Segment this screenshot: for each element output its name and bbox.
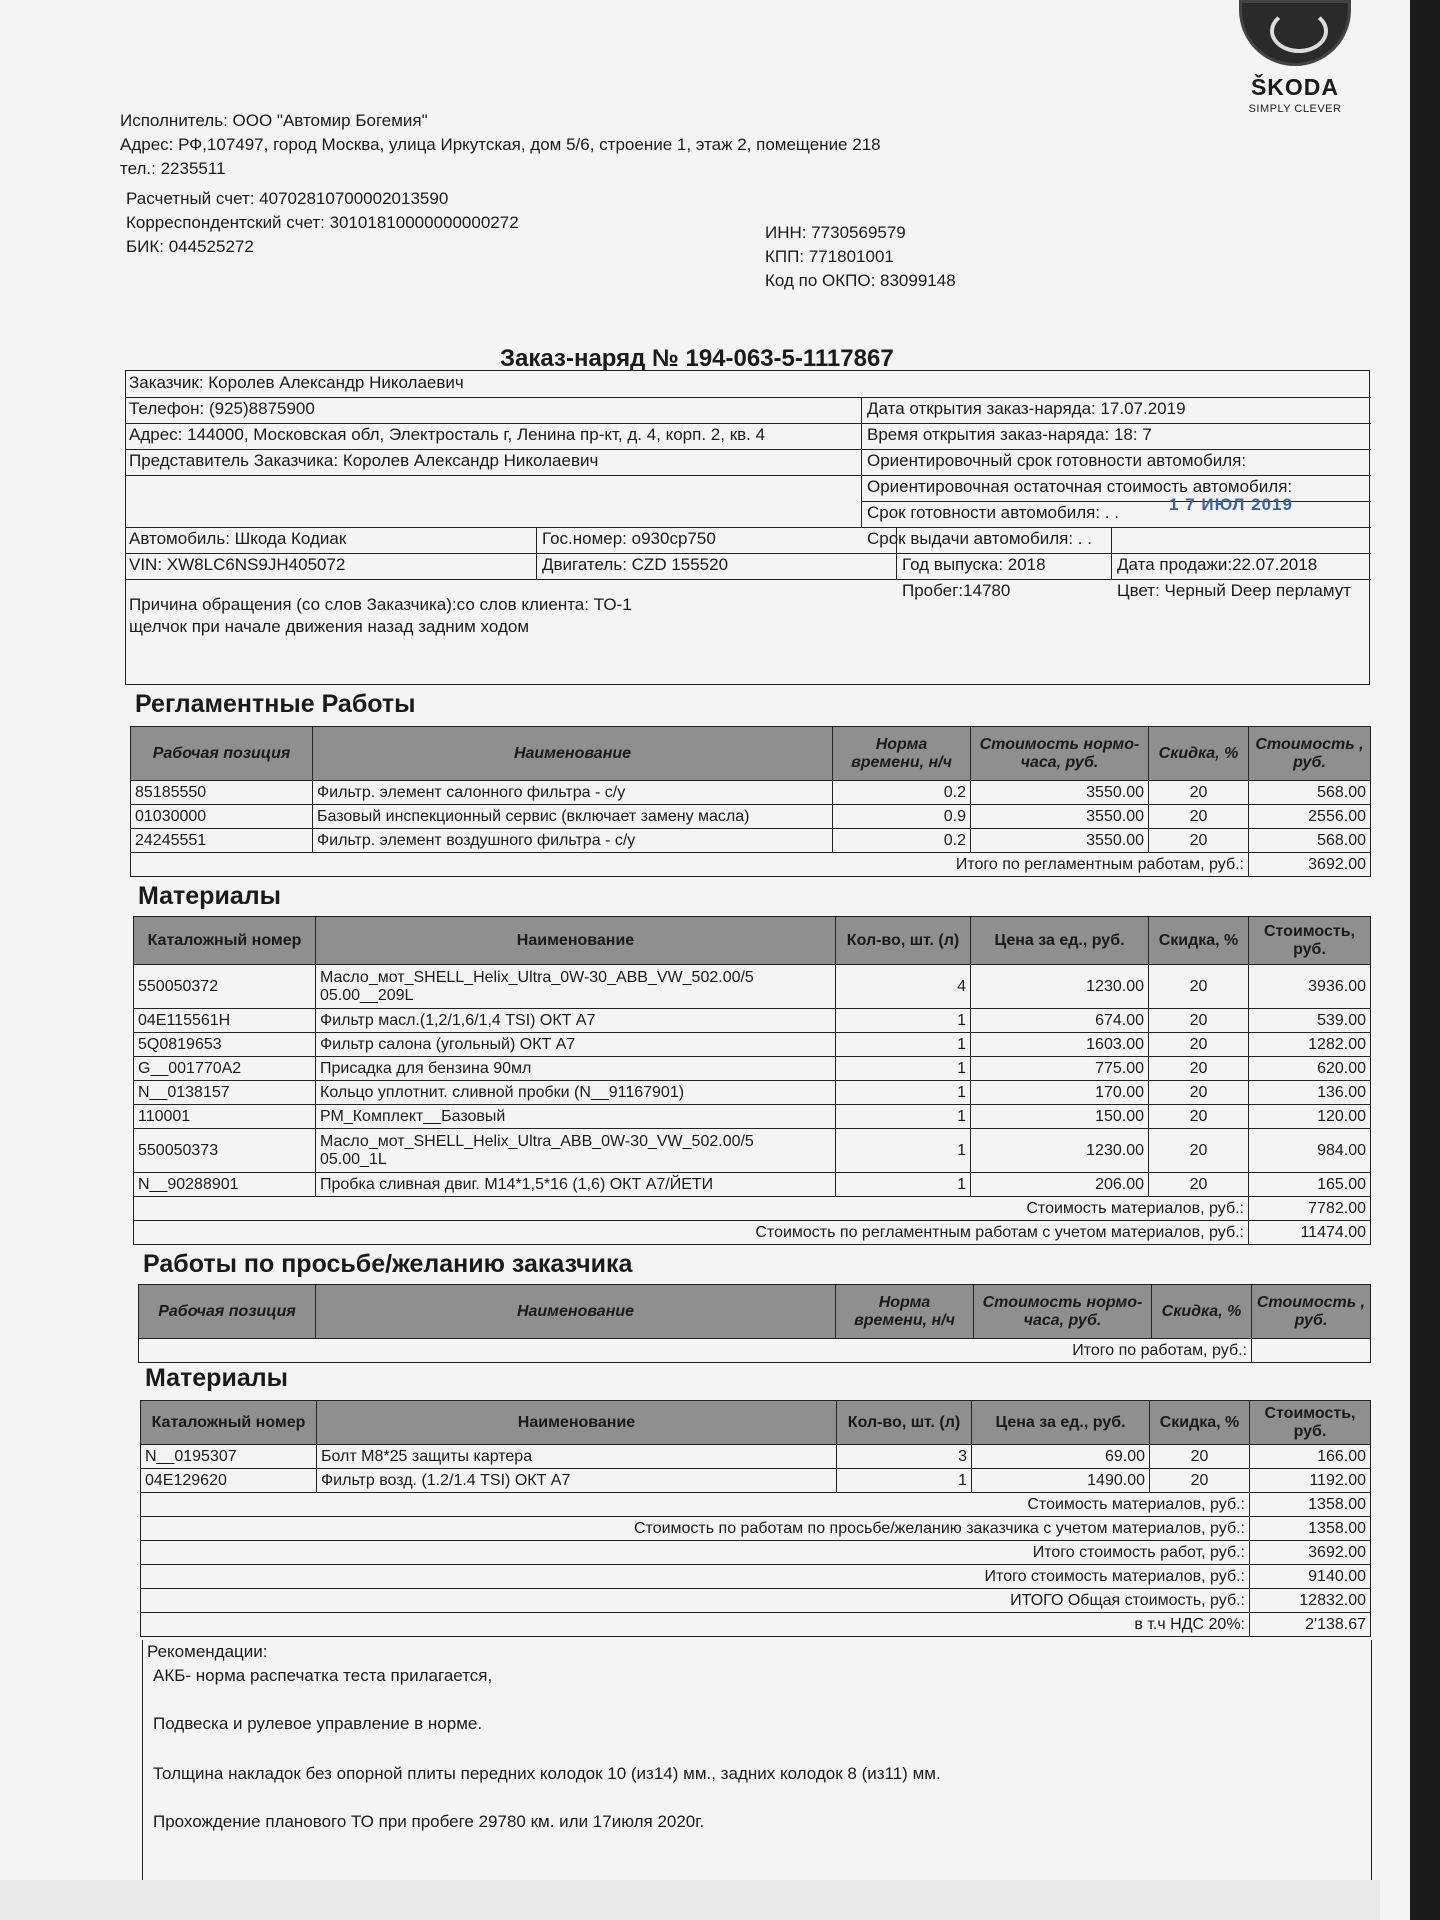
material-code: 5Q0819653 — [134, 1033, 316, 1057]
header-rate: Стоимость нормо-часа, руб. — [974, 1285, 1152, 1339]
work-name: Фильтр. элемент воздушного фильтра - с/у — [313, 829, 833, 853]
material-code: N__0138157 — [134, 1081, 316, 1105]
header-name: Наименование — [313, 727, 833, 781]
material-cost: 1192.00 — [1250, 1469, 1371, 1493]
summary-label: Стоимость по работам по просьбе/желанию заказчика с учетом материалов, руб.: — [141, 1517, 1250, 1541]
executor-okpo: Код по ОКПО: 83099148 — [765, 271, 956, 290]
works-total-value: 3692.00 — [1249, 853, 1371, 877]
table-row — [141, 1445, 1371, 1469]
material-code: 550050373 — [134, 1129, 316, 1173]
ready-date-stamp: 1 7 ИЮЛ 2019 — [1169, 495, 1293, 514]
summary-label: Итого стоимость материалов, руб.: — [141, 1565, 1250, 1589]
material-price: 1490.00 — [972, 1469, 1150, 1493]
material-cost: 984.00 — [1249, 1129, 1371, 1173]
header-cost: Стоимость , руб. — [1252, 1285, 1371, 1339]
material-cost: 1282.00 — [1249, 1033, 1371, 1057]
material-name: Пробка сливная двиг. М14*1,5*16 (1,6) ОКТ А7/ЙЕТИ — [316, 1173, 836, 1197]
material-name: Присадка для бензина 90мл — [316, 1057, 836, 1081]
material-code: 110001 — [134, 1105, 316, 1129]
material-code: G__001770A2 — [134, 1057, 316, 1081]
header-price: Цена за ед., руб. — [971, 917, 1149, 965]
material-cost: 166.00 — [1250, 1445, 1371, 1469]
extra-works-total-label: Итого по работам, руб.: — [139, 1339, 1252, 1363]
work-cost: 568.00 — [1249, 781, 1371, 805]
material-price: 69.00 — [972, 1445, 1150, 1469]
summary-label: ИТОГО Общая стоимость, руб.: — [141, 1589, 1250, 1613]
works-table — [130, 726, 1371, 877]
material-name: Фильтр возд. (1.2/1.4 TSI) ОКТ А7 — [317, 1469, 837, 1493]
summary-label: Стоимость материалов, руб.: — [141, 1493, 1250, 1517]
work-rate: 3550.00 — [971, 805, 1149, 829]
header-qty: Кол-во, шт. (л) — [836, 917, 971, 965]
material-discount: 20 — [1149, 1173, 1249, 1197]
material-discount: 20 — [1149, 1105, 1249, 1129]
material-qty: 1 — [836, 1173, 971, 1197]
car-sale-date: Дата продажи:22.07.2018 — [1117, 555, 1318, 574]
material-code: N__0195307 — [141, 1445, 317, 1469]
material-cost: 620.00 — [1249, 1057, 1371, 1081]
logo-brand: ŠKODA — [1250, 74, 1340, 100]
open-date: Дата открытия заказ-наряда: 17.07.2019 — [867, 399, 1186, 418]
material-qty: 1 — [836, 1009, 971, 1033]
executor-account: Расчетный счет: 40702810700002013590 — [126, 189, 449, 208]
extra-works-total-value — [1252, 1339, 1371, 1363]
works-total-row — [131, 853, 1371, 877]
recommendation-line: Прохождение планового ТО при пробеге 29780 км. или 17июля 2020г. — [153, 1812, 705, 1831]
header-cost: Стоимость , руб. — [1249, 727, 1371, 781]
material-code: 04E115561H — [134, 1009, 316, 1033]
material-price: 1230.00 — [971, 1129, 1149, 1173]
materials-header-row — [134, 917, 1371, 965]
logo-slogan: SIMPLY CLEVER — [1248, 103, 1342, 115]
issue-date: Срок выдачи автомобиля: . . — [867, 529, 1092, 548]
recommendations-title: Рекомендации: — [147, 1642, 268, 1661]
table-row — [134, 965, 1371, 1009]
work-code: 24245551 — [131, 829, 313, 853]
work-discount: 20 — [1149, 805, 1249, 829]
extra-works-table — [138, 1284, 1371, 1363]
page-bottom-margin — [0, 1880, 1380, 1920]
header-discount: Скидка, % — [1149, 917, 1249, 965]
material-name: Фильтр салона (угольный) ОКТ А7 — [316, 1033, 836, 1057]
table-row — [131, 829, 1371, 853]
works-with-materials-label: Стоимость по регламентным работам с учетом материалов, руб.: — [134, 1221, 1249, 1245]
car-model: Автомобиль: Шкода Кодиак — [129, 529, 347, 548]
works-with-materials-value: 11474.00 — [1249, 1221, 1371, 1245]
header-discount: Скидка, % — [1149, 727, 1249, 781]
table-row — [141, 1469, 1371, 1493]
material-name: РМ_Комплект__Базовый — [316, 1105, 836, 1129]
material-discount: 20 — [1149, 1129, 1249, 1173]
material-qty: 1 — [836, 1081, 971, 1105]
executor-name: Исполнитель: ООО "Автомир Богемия" — [120, 111, 428, 130]
customer-phone: Телефон: (925)8875900 — [129, 399, 315, 418]
table-row — [134, 1033, 1371, 1057]
skoda-emblem-icon — [1239, 0, 1351, 66]
material-qty: 4 — [836, 965, 971, 1009]
work-norm: 0.2 — [833, 829, 971, 853]
ready-date: Срок готовности автомобиля: . . — [867, 503, 1119, 522]
works-section-title: Регламентные Работы — [135, 690, 416, 718]
car-plate: Гос.номер: о930ср750 — [542, 529, 716, 548]
extra-works-total-row — [139, 1339, 1371, 1363]
material-qty: 1 — [836, 1033, 971, 1057]
material-code: 550050372 — [134, 965, 316, 1009]
summary-row — [141, 1589, 1371, 1613]
summary-label: в т.ч НДС 20%: — [141, 1613, 1250, 1637]
summary-row — [141, 1565, 1371, 1589]
summary-value: 9140.00 — [1250, 1565, 1371, 1589]
material-qty: 1 — [836, 1105, 971, 1129]
material-cost: 539.00 — [1249, 1009, 1371, 1033]
material-discount: 20 — [1149, 1081, 1249, 1105]
material-cost: 3936.00 — [1249, 965, 1371, 1009]
material-qty: 1 — [836, 1057, 971, 1081]
work-code: 85185550 — [131, 781, 313, 805]
material-name-line1: Масло_мот_SHELL_Helix_Ultra_0W-30_ABB_VW_502.00/5 — [320, 968, 754, 986]
work-code: 01030000 — [131, 805, 313, 829]
header-name: Наименование — [317, 1401, 837, 1445]
header-norm: Норма времени, н/ч — [836, 1285, 974, 1339]
executor-inn: ИНН: 7730569579 — [765, 223, 906, 242]
summary-value: 2'138.67 — [1250, 1613, 1371, 1637]
materials-section-title: Материалы — [138, 882, 281, 910]
executor-bik: БИК: 044525272 — [126, 237, 254, 256]
car-mileage: Пробег:14780 — [902, 581, 1011, 600]
customer-address: Адрес: 144000, Московская обл, Электросталь г, Ленина пр-кт, д. 4, корп. 2, кв. 4 — [129, 425, 766, 444]
material-price: 1603.00 — [971, 1033, 1149, 1057]
material-price: 150.00 — [971, 1105, 1149, 1129]
header-discount: Скидка, % — [1152, 1285, 1252, 1339]
extra-works-section-title: Работы по просьбе/желанию заказчика — [143, 1250, 633, 1278]
table-row — [134, 1105, 1371, 1129]
works-with-materials-row — [134, 1221, 1371, 1245]
executor-kpp: КПП: 771801001 — [765, 247, 894, 266]
material-name: Болт М8*25 защиты картера — [317, 1445, 837, 1469]
material-name: Фильтр масл.(1,2/1,6/1,4 TSI) ОКТ А7 — [316, 1009, 836, 1033]
header-work-position: Рабочая позиция — [139, 1285, 316, 1339]
customer-name: Заказчик: Королев Александр Николаевич — [129, 373, 464, 392]
recommendation-line: Толщина накладок без опорной плиты передних колодок 10 (из14) мм., задних колодок 8 (из11) мм. — [153, 1764, 941, 1783]
material-qty: 1 — [837, 1469, 972, 1493]
table-row — [131, 781, 1371, 805]
executor-corr-account: Корреспондентский счет: 30101810000000000272 — [126, 213, 519, 232]
materials-table — [133, 916, 1371, 1245]
est-value: Ориентировочная остаточная стоимость автомобиля: — [867, 477, 1293, 496]
material-cost: 136.00 — [1249, 1081, 1371, 1105]
work-rate: 3550.00 — [971, 781, 1149, 805]
material-discount: 20 — [1149, 1009, 1249, 1033]
header-cost: Стоимость, руб. — [1250, 1401, 1371, 1445]
materials-total-value: 7782.00 — [1249, 1197, 1371, 1221]
works-header-row — [131, 727, 1371, 781]
header-name: Наименование — [316, 917, 836, 965]
executor-phone: тел.: 2235511 — [120, 159, 226, 178]
customer-representative: Представитель Заказчика: Королев Александр Николаевич — [129, 451, 599, 470]
header-rate: Стоимость нормо-часа, руб. — [971, 727, 1149, 781]
car-vin: VIN: XW8LC6NS9JH405072 — [129, 555, 346, 574]
table-row — [134, 1081, 1371, 1105]
material-name — [316, 965, 836, 1009]
header-cost: Стоимость, руб. — [1249, 917, 1371, 965]
materials-total-row — [134, 1197, 1371, 1221]
car-year: Год выпуска: 2018 — [902, 555, 1046, 574]
summary-value: 12832.00 — [1250, 1589, 1371, 1613]
work-discount: 20 — [1149, 781, 1249, 805]
materials2-header-row — [141, 1401, 1371, 1445]
material-qty: 1 — [836, 1129, 971, 1173]
table-row — [134, 1173, 1371, 1197]
summary-row — [141, 1517, 1371, 1541]
header-catalog-number: Каталожный номер — [134, 917, 316, 965]
summary-label: Итого стоимость работ, руб.: — [141, 1541, 1250, 1565]
car-engine: Двигатель: CZD 155520 — [542, 555, 729, 574]
material-discount: 20 — [1149, 1057, 1249, 1081]
material-name-line2: 05.00_1L — [320, 1150, 387, 1168]
background-edge — [1410, 0, 1440, 1920]
material-discount: 20 — [1150, 1469, 1250, 1493]
material-price: 206.00 — [971, 1173, 1149, 1197]
header-work-position: Рабочая позиция — [131, 727, 313, 781]
material-code: N__90288901 — [134, 1173, 316, 1197]
header-price: Цена за ед., руб. — [972, 1401, 1150, 1445]
table-row — [134, 1057, 1371, 1081]
executor-address: Адрес: РФ,107497, город Москва, улица Иркутская, дом 5/6, строение 1, этаж 2, помещение 218 — [120, 135, 881, 154]
table-row — [134, 1009, 1371, 1033]
materials2-section-title: Материалы — [145, 1364, 288, 1392]
recommendation-line: Подвеска и рулевое управление в норме. — [153, 1714, 483, 1733]
material-name: Кольцо уплотнит. сливной пробки (N__91167901) — [316, 1081, 836, 1105]
header-name: Наименование — [316, 1285, 836, 1339]
customer-info-block — [125, 370, 1370, 685]
header-qty: Кол-во, шт. (л) — [837, 1401, 972, 1445]
extra-works-header-row — [139, 1285, 1371, 1339]
summary-value: 1358.00 — [1250, 1517, 1371, 1541]
document-title: Заказ-наряд № 194-063-5-1117867 — [500, 345, 894, 372]
car-color: Цвет: Черный Deep перламут — [1117, 581, 1352, 600]
visit-reason-line1: Причина обращения (со слов Заказчика):со слов клиента: ТО-1 — [129, 595, 632, 614]
summary-row — [141, 1613, 1371, 1637]
table-row — [134, 1129, 1371, 1173]
recommendations-block — [142, 1640, 1372, 1880]
materials2-table — [140, 1400, 1371, 1637]
material-qty: 3 — [837, 1445, 972, 1469]
material-code: 04E129620 — [141, 1469, 317, 1493]
summary-value: 1358.00 — [1250, 1493, 1371, 1517]
summary-row — [141, 1493, 1371, 1517]
material-discount: 20 — [1150, 1445, 1250, 1469]
recommendation-line: АКБ- норма распечатка теста прилагается, — [153, 1666, 493, 1685]
visit-reason-line2: щелчок при начале движения назад задним ходом — [129, 617, 530, 636]
material-name-line2: 05.00__209L — [320, 986, 414, 1004]
summary-row — [141, 1541, 1371, 1565]
header-discount: Скидка, % — [1150, 1401, 1250, 1445]
works-total-label: Итого по регламентным работам, руб.: — [131, 853, 1249, 877]
work-norm: 0.9 — [833, 805, 971, 829]
work-name: Базовый инспекционный сервис (включает замену масла) — [313, 805, 833, 829]
summary-value: 3692.00 — [1250, 1541, 1371, 1565]
material-price: 170.00 — [971, 1081, 1149, 1105]
open-time: Время открытия заказ-наряда: 18: 7 — [867, 425, 1152, 444]
materials-total-label: Стоимость материалов, руб.: — [134, 1197, 1249, 1221]
work-cost: 2556.00 — [1249, 805, 1371, 829]
material-name-line1: Масло_мот_SHELL_Helix_Ultra_ABB_0W-30_VW_502.00/5 — [320, 1132, 754, 1150]
material-discount: 20 — [1149, 965, 1249, 1009]
material-name — [316, 1129, 836, 1173]
skoda-logo — [1215, 0, 1375, 120]
material-cost: 120.00 — [1249, 1105, 1371, 1129]
work-rate: 3550.00 — [971, 829, 1149, 853]
header-norm: Норма времени, н/ч — [833, 727, 971, 781]
material-discount: 20 — [1149, 1033, 1249, 1057]
material-price: 1230.00 — [971, 965, 1149, 1009]
table-row — [131, 805, 1371, 829]
est-ready: Ориентировочный срок готовности автомобиля: — [867, 451, 1247, 470]
material-cost: 165.00 — [1249, 1173, 1371, 1197]
header-catalog-number: Каталожный номер — [141, 1401, 317, 1445]
material-price: 674.00 — [971, 1009, 1149, 1033]
work-name: Фильтр. элемент салонного фильтра - с/у — [313, 781, 833, 805]
work-discount: 20 — [1149, 829, 1249, 853]
material-price: 775.00 — [971, 1057, 1149, 1081]
work-cost: 568.00 — [1249, 829, 1371, 853]
work-norm: 0.2 — [833, 781, 971, 805]
